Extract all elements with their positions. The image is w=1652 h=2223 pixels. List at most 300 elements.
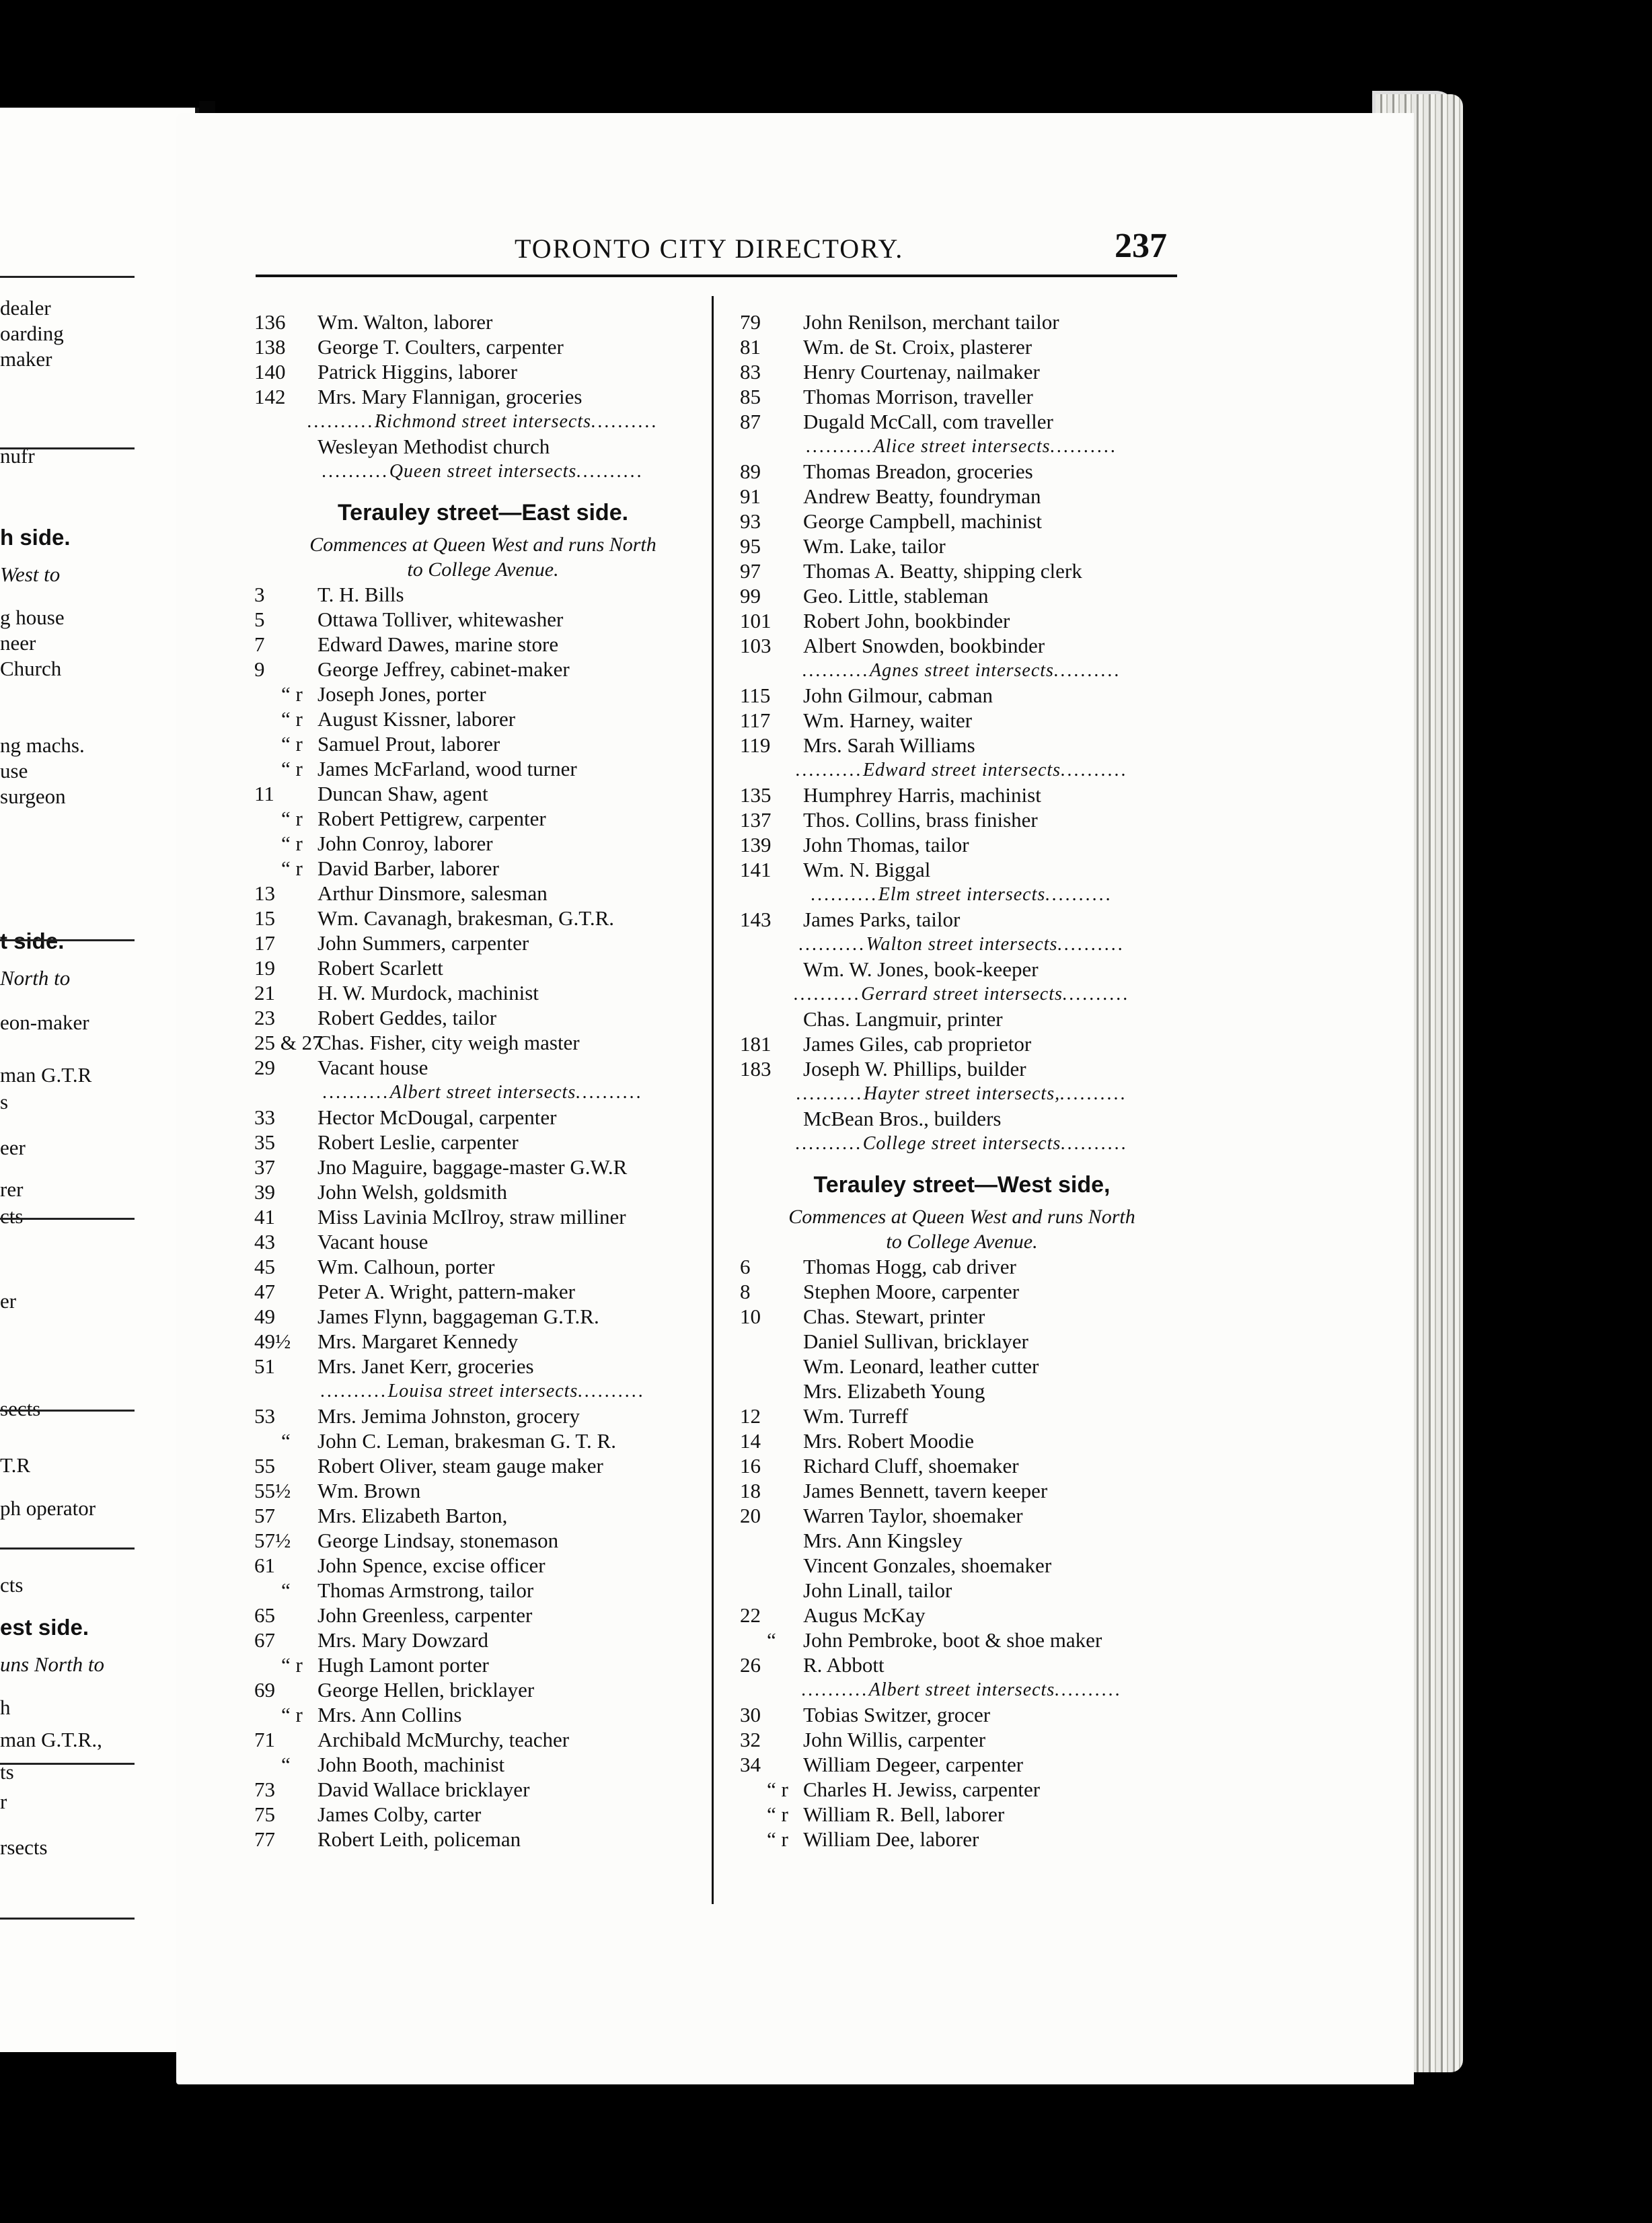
- resident-name: Mrs. Elizabeth Young: [803, 1379, 985, 1403]
- resident-name: Henry Courtenay, nailmaker: [803, 360, 1040, 384]
- leader-dots: ..........: [1050, 436, 1118, 457]
- house-number: 18: [740, 1479, 761, 1502]
- resident-name: Hector McDougal, carpenter: [317, 1105, 557, 1129]
- resident-name: Wm. Brown: [317, 1479, 421, 1502]
- resident-name: George T. Coulters, carpenter: [317, 335, 564, 359]
- directory-entry: [254, 1030, 712, 1055]
- directory-entry: [254, 1727, 712, 1752]
- directory-entry: [740, 1354, 1184, 1379]
- leader-dots: ..........: [576, 1082, 644, 1103]
- house-number: 49: [254, 1305, 275, 1328]
- directory-entry: [740, 334, 1184, 359]
- directory-entry: [254, 806, 712, 831]
- left-page-rule: [0, 1918, 135, 1920]
- resident-name: Mrs. Ann Collins: [317, 1703, 462, 1726]
- resident-name: Thos. Collins, brass finisher: [803, 808, 1038, 832]
- directory-entry: [254, 582, 712, 607]
- resident-name: James Giles, cab proprietor: [803, 1032, 1032, 1056]
- cross-street: Hayter street intersects,: [863, 1083, 1061, 1104]
- left-page-fragment: rer: [0, 1177, 24, 1201]
- leader-dots: ..........: [796, 1083, 864, 1104]
- resident-name: John Thomas, tailor: [803, 833, 969, 857]
- house-number: “ r: [281, 807, 303, 830]
- directory-entry: [740, 683, 1184, 708]
- house-number: 99: [740, 584, 761, 608]
- house-number: 7: [254, 632, 265, 656]
- resident-name: Wm. Harney, waiter: [803, 708, 973, 732]
- cross-street-line: [740, 1677, 1184, 1702]
- directory-entry: [740, 782, 1184, 807]
- directory-entry: [740, 733, 1184, 758]
- leader-dots: ..........: [1060, 1083, 1128, 1104]
- directory-entry: [740, 1478, 1184, 1503]
- resident-name: Chas. Stewart, printer: [803, 1305, 985, 1328]
- cross-street: Walton street intersects: [866, 934, 1058, 955]
- house-number: 8: [740, 1280, 751, 1303]
- resident-name: Wm. Calhoun, porter: [317, 1255, 495, 1278]
- house-number: “ r: [281, 707, 303, 731]
- resident-name: Samuel Prout, laborer: [317, 732, 500, 756]
- resident-name: George Lindsay, stonemason: [317, 1529, 559, 1552]
- resident-name: Mrs. Margaret Kennedy: [317, 1329, 519, 1353]
- directory-entry: [254, 1802, 712, 1827]
- resident-name: Vacant house: [317, 1056, 428, 1079]
- house-number: 13: [254, 881, 275, 905]
- directory-entry: [254, 731, 712, 756]
- resident-name: James Colby, carter: [317, 1802, 482, 1826]
- directory-entry: [254, 1528, 712, 1553]
- cross-street: Edward street intersects: [862, 760, 1061, 780]
- directory-entry: [740, 384, 1184, 409]
- cross-street-line: [740, 434, 1184, 459]
- house-number: 181: [740, 1032, 772, 1056]
- house-number: 25 & 27: [254, 1031, 323, 1054]
- house-number: 93: [740, 509, 761, 533]
- house-number: 138: [254, 335, 286, 359]
- left-page-fragment: r: [0, 1790, 7, 1813]
- directory-entry: [740, 857, 1184, 882]
- leader-dots: ..........: [1061, 760, 1129, 780]
- house-number: “ r: [281, 757, 303, 780]
- resident-name: Geo. Little, stableman: [803, 584, 989, 608]
- house-number: 57: [254, 1504, 275, 1527]
- resident-name: Jno Maguire, baggage-master G.W.R: [317, 1155, 628, 1179]
- leader-dots: ..........: [1053, 660, 1121, 681]
- resident-name: Patrick Higgins, laborer: [317, 360, 518, 384]
- directory-entry: [740, 484, 1184, 509]
- left-page-fragment: sects: [0, 1397, 41, 1420]
- resident-name: Wm. Leonard, leather cutter: [803, 1354, 1039, 1378]
- resident-name: Chas. Fisher, city weigh master: [317, 1031, 580, 1054]
- left-page-fragment: ph operator: [0, 1496, 96, 1520]
- cross-street: Louisa street intersects: [387, 1381, 578, 1401]
- resident-name: Albert Snowden, bookbinder: [803, 634, 1045, 657]
- house-number: “ r: [281, 1703, 303, 1726]
- house-number: 75: [254, 1802, 275, 1826]
- directory-entry: [740, 1827, 1184, 1852]
- house-number: 69: [254, 1678, 275, 1702]
- directory-entry: [254, 1130, 712, 1155]
- house-number: 91: [740, 484, 761, 508]
- directory-entry: [254, 1503, 712, 1528]
- resident-name: Wm. W. Jones, book-keeper: [803, 957, 1039, 981]
- directory-entry: [740, 1603, 1184, 1628]
- directory-entry: [740, 509, 1184, 534]
- leader-dots: ..........: [1057, 934, 1125, 955]
- cross-street: Queen street intersects: [389, 461, 577, 482]
- left-page-fragment: surgeon: [0, 785, 66, 808]
- resident-name: John Spence, excise officer: [317, 1554, 546, 1577]
- resident-name: James Flynn, baggageman G.T.R.: [317, 1305, 599, 1328]
- resident-name: Mrs. Ann Kingsley: [803, 1529, 963, 1552]
- directory-entry: [254, 632, 712, 657]
- directory-entry: [254, 1677, 712, 1702]
- house-number: 55½: [254, 1479, 291, 1502]
- cross-street-line: [740, 658, 1184, 683]
- resident-name: Arthur Dinsmore, salesman: [317, 881, 548, 905]
- resident-name: Vincent Gonzales, shoemaker: [803, 1554, 1052, 1577]
- resident-name: George Campbell, machinist: [803, 509, 1042, 533]
- house-number: 103: [740, 634, 772, 657]
- house-number: 30: [740, 1703, 761, 1726]
- resident-name: Robert Geddes, tailor: [317, 1006, 497, 1029]
- directory-entry: [740, 1528, 1184, 1553]
- left-page-fragment: oarding: [0, 322, 64, 345]
- resident-name: John Booth, machinist: [317, 1753, 505, 1776]
- directory-entry: [740, 907, 1184, 932]
- house-number: “ r: [281, 1653, 303, 1677]
- resident-name: Mrs. Sarah Williams: [803, 733, 975, 757]
- house-number: 14: [740, 1429, 761, 1453]
- resident-name: Duncan Shaw, agent: [317, 782, 488, 805]
- leader-dots: ..........: [794, 984, 862, 1005]
- resident-name: John Willis, carpenter: [803, 1728, 986, 1751]
- directory-entry: [254, 1179, 712, 1204]
- left-page-fragment: s: [0, 1090, 9, 1114]
- cross-street: Albert street intersects: [389, 1082, 576, 1103]
- directory-entry: [254, 334, 712, 359]
- street-note: to College Avenue.: [407, 558, 559, 581]
- resident-name: Wm. Cavanagh, brakesman, G.T.R.: [317, 906, 615, 930]
- house-number: 115: [740, 684, 771, 707]
- directory-entry: [740, 1503, 1184, 1528]
- leader-dots: ..........: [1045, 884, 1113, 905]
- directory-entry: [254, 1304, 712, 1329]
- directory-entry: [740, 1702, 1184, 1727]
- left-page-fragment: est side.: [0, 1615, 89, 1640]
- resident-name: McBean Bros., builders: [803, 1107, 1002, 1130]
- leader-dots: ..........: [1061, 1133, 1129, 1154]
- left-page-fragment: eer: [0, 1136, 26, 1159]
- house-number: 21: [254, 981, 275, 1005]
- left-page-fragment: ts: [0, 1760, 14, 1784]
- directory-entry: [254, 1055, 712, 1080]
- directory-entry: [740, 409, 1184, 434]
- resident-name: James Parks, tailor: [803, 908, 961, 931]
- house-number: 81: [740, 335, 761, 359]
- directory-entry: [740, 1752, 1184, 1777]
- resident-name: Mrs. Robert Moodie: [803, 1429, 975, 1453]
- directory-entry: [254, 1404, 712, 1428]
- directory-entry: [740, 1428, 1184, 1453]
- house-number: 51: [254, 1354, 275, 1378]
- house-number: 34: [740, 1753, 761, 1776]
- resident-name: Mrs. Mary Dowzard: [317, 1628, 488, 1652]
- house-number: 10: [740, 1305, 761, 1328]
- house-number: 35: [254, 1130, 275, 1154]
- house-number: 29: [254, 1056, 275, 1079]
- resident-name: George Jeffrey, cabinet-maker: [317, 657, 570, 681]
- directory-entry: [254, 1254, 712, 1279]
- resident-name: David Wallace bricklayer: [317, 1778, 530, 1801]
- house-number: 22: [740, 1603, 761, 1627]
- house-number: “ r: [767, 1827, 788, 1851]
- directory-entry: [254, 657, 712, 682]
- left-page-fragment: uns North to: [0, 1652, 105, 1676]
- house-number: 61: [254, 1554, 275, 1577]
- directory-entry: [740, 1279, 1184, 1304]
- resident-name: John Conroy, laborer: [317, 832, 493, 855]
- house-number: 71: [254, 1728, 275, 1751]
- house-number: 39: [254, 1180, 275, 1204]
- street-heading: Terauley street—East side.: [337, 500, 629, 525]
- house-number: 83: [740, 360, 761, 384]
- directory-entry: [254, 1428, 712, 1453]
- directory-entry: [254, 309, 712, 334]
- leader-dots: ..........: [795, 760, 863, 780]
- resident-name: James Bennett, tavern keeper: [803, 1479, 1048, 1502]
- leader-dots: ..........: [591, 411, 659, 432]
- house-number: 45: [254, 1255, 275, 1278]
- directory-entry: [740, 1007, 1184, 1031]
- left-page-fragment: use: [0, 759, 28, 782]
- left-page-fragment: Church: [0, 657, 62, 680]
- directory-entry: [740, 708, 1184, 733]
- leader-dots: ..........: [1062, 984, 1130, 1005]
- directory-entry: [254, 359, 712, 384]
- house-number: 12: [740, 1404, 761, 1428]
- house-number: 141: [740, 858, 772, 881]
- directory-entry: [740, 309, 1184, 334]
- directory-entry: [254, 1005, 712, 1030]
- house-number: “ r: [767, 1802, 788, 1826]
- directory-entry: [254, 1777, 712, 1802]
- left-page-rule: [0, 1218, 135, 1220]
- house-number: “ r: [281, 682, 303, 706]
- house-number: 140: [254, 360, 286, 384]
- house-number: 135: [740, 783, 772, 807]
- left-page-rule: [0, 447, 135, 449]
- street-note: to College Avenue.: [886, 1231, 1038, 1253]
- directory-entry: [254, 682, 712, 706]
- leader-dots: ..........: [576, 461, 644, 482]
- house-number: “: [281, 1753, 291, 1776]
- resident-name: John C. Leman, brakesman G. T. R.: [317, 1429, 616, 1453]
- directory-entry: [254, 1553, 712, 1578]
- directory-entry: [254, 856, 712, 881]
- left-page-rule: [0, 939, 135, 941]
- leader-dots: ..........: [322, 1082, 390, 1103]
- house-number: 41: [254, 1205, 275, 1229]
- resident-name: David Barber, laborer: [317, 857, 499, 880]
- resident-name: August Kissner, laborer: [317, 707, 516, 731]
- resident-name: Robert Oliver, steam gauge maker: [317, 1454, 603, 1478]
- cross-street-line: [740, 1131, 1184, 1156]
- house-number: 137: [740, 808, 772, 832]
- resident-name: William Dee, laborer: [803, 1827, 979, 1851]
- resident-name: William R. Bell, laborer: [803, 1802, 1005, 1826]
- resident-name: H. W. Murdock, machinist: [317, 981, 539, 1005]
- house-number: 9: [254, 657, 265, 681]
- directory-entry: [254, 881, 712, 906]
- directory-entry: [254, 781, 712, 806]
- house-number: “: [281, 1578, 291, 1602]
- house-number: 17: [254, 931, 275, 955]
- resident-name: Robert Scarlett: [317, 956, 443, 980]
- cross-street: Alice street intersects: [873, 436, 1051, 457]
- resident-name: Joseph Jones, porter: [317, 682, 486, 706]
- house-number: 142: [254, 385, 286, 408]
- resident-name: Warren Taylor, shoemaker: [803, 1504, 1023, 1527]
- resident-name: Mrs. Mary Flannigan, groceries: [317, 385, 583, 408]
- running-title: TORONTO CITY DIRECTORY.: [515, 233, 904, 264]
- house-number: 183: [740, 1057, 772, 1081]
- resident-name: John Summers, carpenter: [317, 931, 529, 955]
- house-number: “ r: [281, 832, 303, 855]
- leader-dots: ..........: [322, 461, 389, 482]
- directory-entry: [740, 1802, 1184, 1827]
- directory-entry: [740, 957, 1184, 982]
- left-page-fragment: g house: [0, 606, 65, 629]
- leader-dots: ..........: [578, 1381, 646, 1401]
- left-page-rule: [0, 1547, 135, 1550]
- resident-name: Richard Cluff, shoemaker: [803, 1454, 1019, 1478]
- resident-name: John Welsh, goldsmith: [317, 1180, 507, 1204]
- house-number: 47: [254, 1280, 275, 1303]
- directory-entry: [254, 1105, 712, 1130]
- house-number: 95: [740, 534, 761, 558]
- directory-entry: [254, 1279, 712, 1304]
- directory-entry: [254, 434, 712, 459]
- resident-name: Wm. N. Biggal: [803, 858, 931, 881]
- directory-entry: [740, 1628, 1184, 1652]
- resident-name: R. Abbott: [803, 1653, 885, 1677]
- resident-name: Wesleyan Methodist church: [317, 435, 550, 458]
- resident-name: Edward Dawes, marine store: [317, 632, 559, 656]
- resident-name: T. H. Bills: [317, 583, 404, 606]
- house-number: 26: [740, 1653, 761, 1677]
- house-number: 119: [740, 733, 771, 757]
- resident-name: Charles H. Jewiss, carpenter: [803, 1778, 1041, 1801]
- house-number: 87: [740, 410, 761, 433]
- house-number: “: [281, 1429, 291, 1453]
- house-number: 43: [254, 1230, 275, 1253]
- house-number: 37: [254, 1155, 275, 1179]
- resident-name: John Greenless, carpenter: [317, 1603, 533, 1627]
- resident-name: Thomas Breadon, groceries: [803, 460, 1033, 483]
- left-page-fragment: neer: [0, 631, 36, 655]
- leader-dots: ..........: [802, 660, 870, 681]
- house-number: 97: [740, 559, 761, 583]
- resident-name: John Gilmour, cabman: [803, 684, 993, 707]
- resident-name: Daniel Sullivan, bricklayer: [803, 1329, 1028, 1353]
- directory-entry: [254, 831, 712, 856]
- directory-entry: [254, 1354, 712, 1379]
- resident-name: Thomas A. Beatty, shipping clerk: [803, 559, 1082, 583]
- directory-entry: [740, 558, 1184, 583]
- resident-name: Mrs. Jemima Johnston, grocery: [317, 1404, 580, 1428]
- cross-street-line: [740, 882, 1184, 907]
- house-number: 73: [254, 1778, 275, 1801]
- leader-dots: ..........: [1055, 1679, 1123, 1700]
- resident-name: Wm. de St. Croix, plasterer: [803, 335, 1032, 359]
- resident-name: Robert Pettigrew, carpenter: [317, 807, 546, 830]
- left-page-fragment: h: [0, 1696, 11, 1719]
- resident-name: Mrs. Elizabeth Barton,: [317, 1504, 508, 1527]
- directory-entry: [740, 1553, 1184, 1578]
- house-number: “ r: [767, 1778, 788, 1801]
- street-heading: Terauley street—West side,: [813, 1172, 1111, 1198]
- house-number: “: [767, 1628, 776, 1652]
- left-facing-page: [0, 108, 199, 2052]
- house-number: 3: [254, 583, 265, 606]
- directory-entry: [254, 980, 712, 1005]
- cross-street: Agnes street intersects: [870, 660, 1054, 681]
- directory-entry: [740, 807, 1184, 832]
- directory-entry: [254, 1827, 712, 1852]
- left-page-rule: [0, 276, 135, 278]
- resident-name: Wm. Walton, laborer: [317, 310, 493, 334]
- house-number: 89: [740, 460, 761, 483]
- right-column: [740, 309, 1184, 1852]
- left-column: [254, 309, 712, 1852]
- resident-name: Robert John, bookbinder: [803, 609, 1010, 632]
- directory-entry: [254, 1155, 712, 1179]
- cross-street-line: [740, 758, 1184, 782]
- resident-name: Andrew Beatty, foundryman: [803, 484, 1041, 508]
- house-number: 65: [254, 1603, 275, 1627]
- resident-name: George Hellen, bricklayer: [317, 1678, 535, 1702]
- directory-entry: [740, 359, 1184, 384]
- house-number: 23: [254, 1006, 275, 1029]
- directory-entry: [740, 1329, 1184, 1354]
- house-number: 49½: [254, 1329, 291, 1353]
- left-page-fragment: nufr: [0, 444, 35, 468]
- header-rule: [256, 275, 1177, 277]
- street-note: Commences at Queen West and runs North: [309, 534, 656, 556]
- house-number: 67: [254, 1628, 275, 1652]
- cross-street-line: [254, 409, 712, 434]
- directory-entry: [254, 1204, 712, 1229]
- resident-name: Augus McKay: [803, 1603, 926, 1627]
- page-number: 237: [1115, 227, 1167, 265]
- directory-entry: [254, 1478, 712, 1503]
- directory-entry: [254, 706, 712, 731]
- directory-entry: [740, 1379, 1184, 1404]
- directory-entry: [254, 906, 712, 931]
- leader-dots: ..........: [307, 411, 375, 432]
- resident-name: Archibald McMurchy, teacher: [317, 1728, 570, 1751]
- left-page-fragment: ng machs.: [0, 733, 85, 757]
- left-page-fragment: h side.: [0, 525, 71, 550]
- directory-entry: [740, 534, 1184, 558]
- cross-street-line: [740, 982, 1184, 1007]
- directory-entry: [740, 1578, 1184, 1603]
- directory-entry: [740, 1031, 1184, 1056]
- leader-dots: ..........: [795, 1133, 863, 1154]
- resident-name: Thomas Morrison, traveller: [803, 385, 1033, 408]
- resident-name: Thomas Hogg, cab driver: [803, 1255, 1016, 1278]
